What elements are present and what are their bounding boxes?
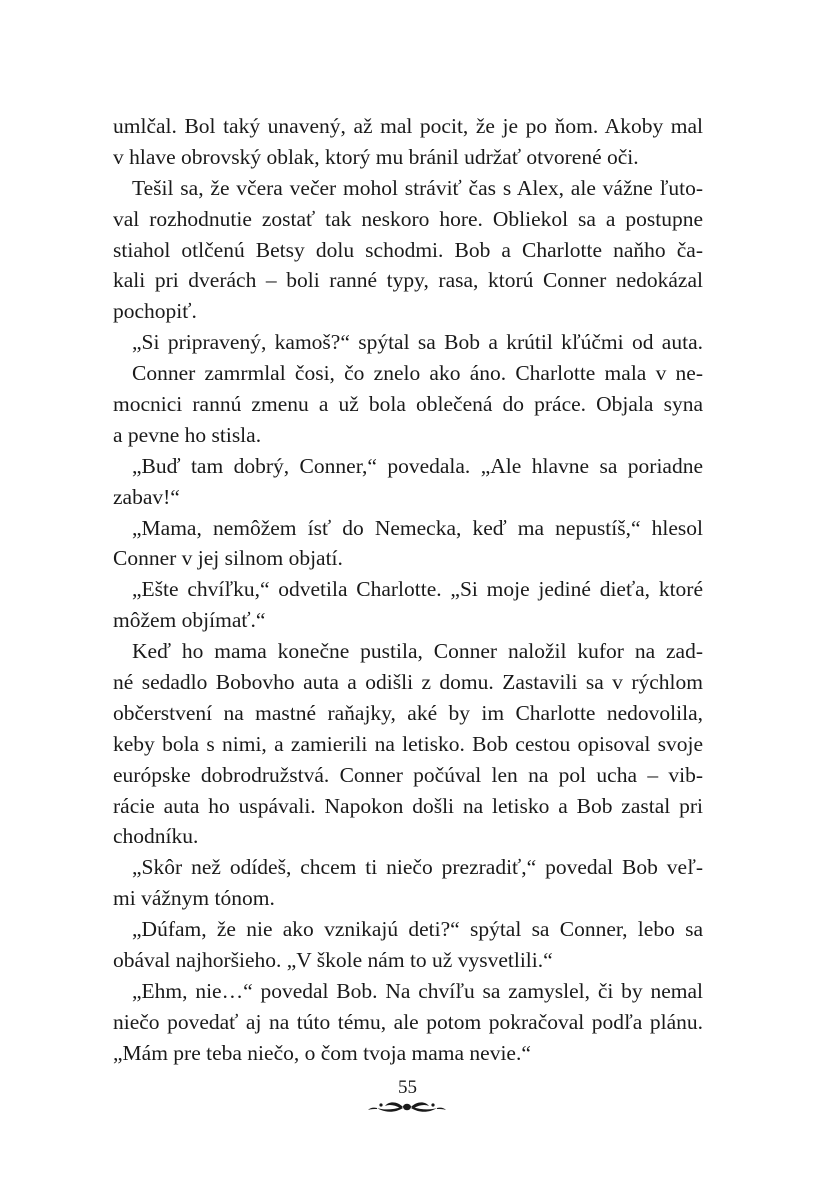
text-line: môžem objímať.“ (113, 608, 266, 633)
text-line: „Si pripravený, kamoš?“ spýtal sa Bob a krútil kľúčmi od auta. (132, 330, 703, 355)
text-line: „Buď tam dobrý, Conner,“ povedala. „Ale hlavne sa poriadne (132, 453, 703, 478)
text-line: „Mám pre teba niečo, o čom tvoja mama nevie.“ (113, 1040, 531, 1065)
text-line: mi vážnym tónom. (113, 886, 275, 911)
text-line: obával najhoršieho. „V škole nám to už vysvetlili.“ (113, 948, 553, 973)
text-line: val rozhodnutie zostať tak neskoro hore. Obliekol sa a postupne (113, 206, 703, 231)
text-line: stiahol otlčenú Betsy dolu schodmi. Bob a Charlotte naňho ča- (113, 237, 703, 262)
text-line: niečo povedať aj na túto tému, ale potom pokračoval podľa plánu. (113, 1009, 703, 1034)
text-line: Conner v jej silnom objatí. (113, 546, 343, 571)
page-body (113, 111, 703, 1069)
text-line: umlčal. Bol taký unavený, až mal pocit, že je po ňom. Akoby mal (113, 114, 703, 138)
text-line: Conner zamrmlal čosi, čo znelo ako áno. Charlotte mala v ne- (132, 361, 703, 386)
text-line: mocnici rannú zmenu a už bola oblečená do práce. Objala syna (113, 392, 703, 417)
text-line: keby bola s nimi, a zamierili na letisko. Bob cestou opisoval svoje (113, 731, 703, 756)
text-line: „Ešte chvíľku,“ odvetila Charlotte. „Si moje jediné dieťa, ktoré (132, 577, 703, 602)
text-line: kali pri dverách – boli ranné typy, rasa, ktorú Conner nedokázal (113, 268, 703, 293)
text-line: „Skôr než odídeš, chcem ti niečo prezradiť,“ povedal Bob veľ- (132, 855, 703, 880)
text-line: pochopiť. (113, 299, 197, 324)
text-line: „Ehm, nie…“ povedal Bob. Na chvíľu sa zamyslel, či by nemal (132, 978, 703, 1003)
text-line: „Dúfam, že nie ako vznikajú deti?“ spýtal sa Conner, lebo sa (132, 917, 703, 942)
page-number: 55 (398, 1077, 417, 1098)
text-line: a pevne ho stisla. (113, 422, 262, 447)
text-line: rácie auta ho uspávali. Napokon došli na letisko a Bob zastal pri (113, 793, 703, 818)
text-line: Tešil sa, že včera večer mohol stráviť čas s Alex, ale vážne ľuto- (132, 175, 703, 200)
text-line: európske dobrodružstvá. Conner počúval len na pol ucha – vib- (113, 762, 703, 787)
text-line: né sedadlo Bobovho auta a odišli z domu. Zastavili sa v rýchlom (113, 670, 703, 695)
floral-ornament-icon (367, 1099, 447, 1115)
text-line: Keď ho mama konečne pustila, Conner naložil kufor na zad- (132, 639, 703, 664)
text-line: občerstvení na mastné raňajky, aké by im Charlotte nedovolila, (113, 700, 703, 725)
text-line: „Mama, nemôžem ísť do Nemecka, keď ma nepustíš,“ hlesol (132, 515, 703, 540)
text-line: v hlave obrovský oblak, ktorý mu bránil udržať otvorené oči. (113, 144, 639, 169)
text-line: chodníku. (113, 824, 199, 849)
text-line: zabav!“ (113, 484, 180, 509)
